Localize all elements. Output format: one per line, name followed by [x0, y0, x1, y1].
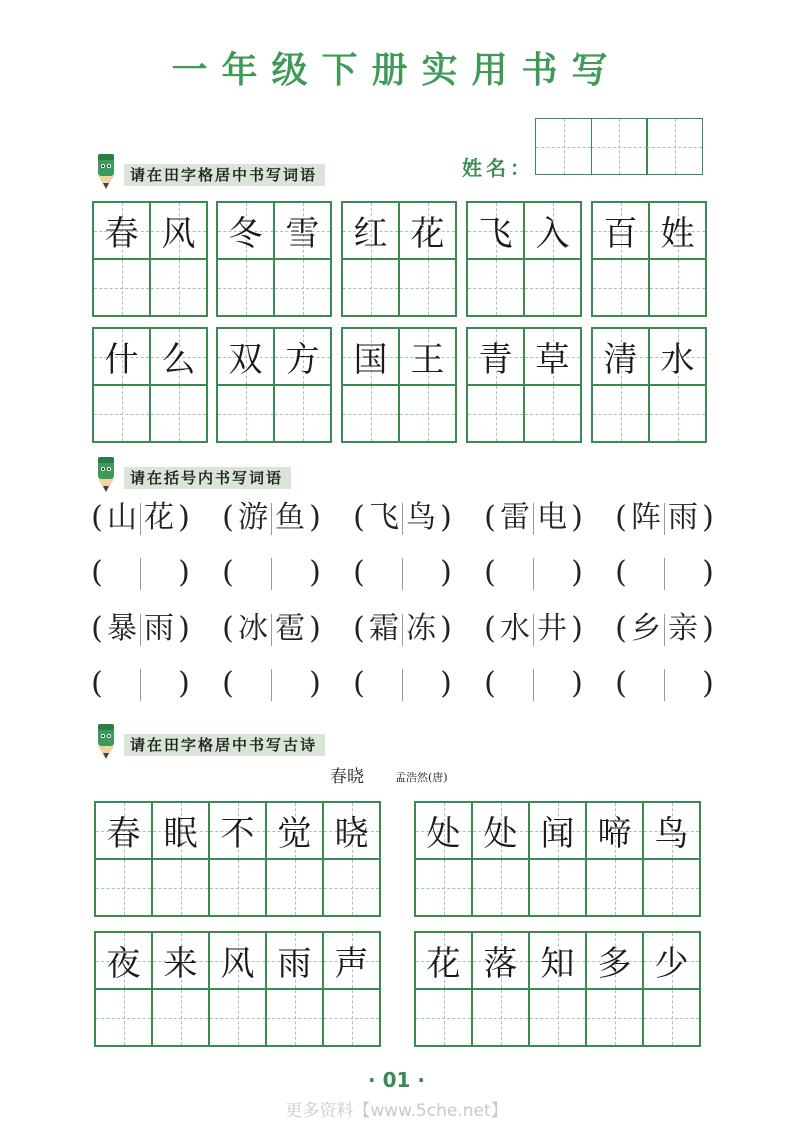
model-character: 百: [603, 214, 638, 254]
open-paren: (: [615, 555, 627, 590]
tianzige-cell-model: [150, 328, 207, 385]
bracket-word: [352, 607, 453, 651]
model-character: 眠: [163, 814, 198, 854]
bracket-word: [614, 496, 715, 540]
model-character: 飞: [478, 214, 513, 254]
pencil-icon: [92, 455, 122, 495]
tianzige-cell-model: [643, 932, 700, 989]
tianzige-cell-model: [415, 802, 472, 859]
model-character: 清: [603, 340, 638, 380]
bracket-word: [90, 607, 191, 651]
name-box[interactable]: [535, 118, 592, 175]
bracket-char: 井: [537, 611, 567, 646]
tianzige-cell-practice[interactable]: [399, 259, 456, 316]
tianzige-cell-practice[interactable]: [152, 989, 209, 1046]
tianzige-cell-model: [592, 202, 649, 259]
tianzige-cell-model: [524, 328, 581, 385]
close-paren: ): [309, 611, 321, 646]
tianzige-cell-practice[interactable]: [472, 989, 529, 1046]
bracket-char: 电: [537, 500, 567, 535]
tianzige-cell-model: [323, 802, 380, 859]
bracket-char: 雨: [668, 500, 698, 535]
tianzige-cell-model: [152, 932, 209, 989]
close-paren: ): [571, 666, 583, 701]
tianzige-group: [414, 931, 701, 1047]
bracket-char: 花: [144, 500, 174, 535]
model-character: 少: [654, 944, 689, 984]
model-character: 多: [597, 944, 632, 984]
model-character: 知: [540, 944, 575, 984]
tianzige-cell-practice[interactable]: [266, 859, 323, 916]
bracket-char: 鸟: [406, 500, 436, 535]
tianzige-cell-practice[interactable]: [467, 259, 524, 316]
bracket-word: [483, 607, 584, 651]
tianzige-cell-practice[interactable]: [342, 259, 399, 316]
tianzige-cell-model: [266, 932, 323, 989]
model-character: 夜: [106, 944, 141, 984]
bracket-blank[interactable]: [483, 551, 584, 595]
bracket-blank[interactable]: [614, 551, 715, 595]
bracket-char: 冻: [406, 611, 436, 646]
tianzige-cell-model: [152, 802, 209, 859]
tianzige-group: [92, 327, 208, 443]
open-paren: (: [484, 500, 496, 535]
bracket-char: 游: [238, 500, 268, 535]
model-character: 雪: [285, 214, 320, 254]
open-paren: (: [615, 666, 627, 701]
bracket-blank[interactable]: [352, 551, 453, 595]
model-character: 雨: [277, 944, 312, 984]
name-box[interactable]: [591, 118, 648, 175]
open-paren: (: [484, 611, 496, 646]
bracket-word: [90, 496, 191, 540]
bracket-word: [352, 496, 453, 540]
close-paren: ): [571, 500, 583, 535]
bracket-word: [221, 607, 322, 651]
tianzige-cell-model: [472, 932, 529, 989]
tianzige-cell-practice[interactable]: [643, 989, 700, 1046]
divider: [402, 558, 403, 590]
open-paren: (: [222, 666, 234, 701]
pencil-icon: [92, 722, 122, 762]
bracket-char: 山: [107, 500, 137, 535]
tianzige-cell-model: [95, 932, 152, 989]
tianzige-cell-practice[interactable]: [93, 259, 150, 316]
divider: [271, 558, 272, 590]
close-paren: ): [571, 611, 583, 646]
bracket-word: [614, 607, 715, 651]
tianzige-cell-model: [399, 328, 456, 385]
bracket-char: 阵: [631, 500, 661, 535]
divider: [664, 669, 665, 701]
tianzige-cell-practice[interactable]: [649, 385, 706, 442]
bracket-char: 鱼: [275, 500, 305, 535]
model-character: 么: [161, 340, 196, 380]
tianzige-cell-practice[interactable]: [592, 259, 649, 316]
divider: [402, 669, 403, 701]
tianzige-cell-practice[interactable]: [524, 259, 581, 316]
bracket-char: 暴: [107, 611, 137, 646]
bracket-blank[interactable]: [614, 662, 715, 706]
tianzige-cell-model: [524, 202, 581, 259]
tianzige-cell-model: [472, 802, 529, 859]
open-paren: (: [222, 611, 234, 646]
bracket-char: 雨: [144, 611, 174, 646]
tianzige-group: [341, 201, 457, 317]
bracket-char: 雷: [500, 500, 530, 535]
close-paren: ): [178, 500, 190, 535]
tianzige-cell-practice[interactable]: [529, 989, 586, 1046]
tianzige-cell-practice[interactable]: [274, 259, 331, 316]
tianzige-cell-practice[interactable]: [323, 989, 380, 1046]
bracket-char: 飞: [369, 500, 399, 535]
open-paren: (: [484, 666, 496, 701]
open-paren: (: [222, 500, 234, 535]
model-character: 落: [483, 944, 518, 984]
tianzige-cell-model: [323, 932, 380, 989]
tianzige-cell-practice[interactable]: [274, 385, 331, 442]
tianzige-cell-model: [592, 328, 649, 385]
divider: [140, 669, 141, 701]
model-character: 来: [163, 944, 198, 984]
tianzige-cell-model: [649, 202, 706, 259]
close-paren: ): [309, 500, 321, 535]
bracket-blank[interactable]: [221, 662, 322, 706]
tianzige-cell-practice[interactable]: [209, 859, 266, 916]
tianzige-group: [591, 327, 707, 443]
close-paren: ): [702, 611, 714, 646]
model-character: 觉: [277, 814, 312, 854]
tianzige-cell-practice[interactable]: [152, 859, 209, 916]
tianzige-cell-practice[interactable]: [415, 859, 472, 916]
divider: [533, 669, 534, 701]
tianzige-cell-model: [209, 932, 266, 989]
model-character: 草: [535, 340, 570, 380]
divider: [533, 558, 534, 590]
open-paren: (: [353, 611, 365, 646]
tianzige-cell-model: [415, 932, 472, 989]
tianzige-cell-practice[interactable]: [467, 385, 524, 442]
tianzige-cell-model: [274, 328, 331, 385]
model-character: 双: [228, 340, 263, 380]
tianzige-cell-model: [150, 202, 207, 259]
model-character: 什: [104, 340, 139, 380]
bracket-char: 乡: [631, 611, 661, 646]
close-paren: ): [440, 555, 452, 590]
tianzige-cell-practice[interactable]: [524, 385, 581, 442]
tianzige-cell-model: [529, 932, 586, 989]
model-character: 风: [161, 214, 196, 254]
tianzige-cell-practice[interactable]: [266, 989, 323, 1046]
model-character: 鸟: [654, 814, 689, 854]
open-paren: (: [615, 611, 627, 646]
bracket-blank[interactable]: [352, 662, 453, 706]
tianzige-group: [216, 201, 332, 317]
name-box[interactable]: [646, 118, 703, 175]
divider: [664, 558, 665, 590]
model-character: 闻: [540, 814, 575, 854]
bracket-word: [221, 496, 322, 540]
tianzige-cell-practice[interactable]: [150, 385, 207, 442]
bracket-blank[interactable]: [90, 662, 191, 706]
tianzige-group: [466, 327, 582, 443]
open-paren: (: [353, 500, 365, 535]
model-character: 姓: [660, 214, 695, 254]
bracket-blank[interactable]: [221, 551, 322, 595]
tianzige-cell-practice[interactable]: [399, 385, 456, 442]
divider: [271, 669, 272, 701]
section-label: 请在田字格居中书写词语: [124, 164, 325, 186]
tianzige-cell-model: [95, 802, 152, 859]
page-title: 一年级下册实用书写: [171, 50, 622, 91]
open-paren: (: [353, 666, 365, 701]
close-paren: ): [440, 666, 452, 701]
tianzige-group: [92, 201, 208, 317]
model-character: 红: [353, 214, 388, 254]
bracket-word: [483, 496, 584, 540]
footer-watermark: 更多资料【www.5che.net】: [285, 1101, 508, 1121]
open-paren: (: [91, 555, 103, 590]
open-paren: (: [484, 555, 496, 590]
model-character: 王: [410, 340, 445, 380]
model-character: 青: [478, 340, 513, 380]
model-character: 花: [426, 944, 461, 984]
open-paren: (: [91, 500, 103, 535]
close-paren: ): [702, 500, 714, 535]
tianzige-cell-practice[interactable]: [217, 385, 274, 442]
tianzige-cell-model: [217, 202, 274, 259]
tianzige-cell-practice[interactable]: [586, 859, 643, 916]
model-character: 方: [285, 340, 320, 380]
tianzige-cell-model: [266, 802, 323, 859]
close-paren: ): [178, 666, 190, 701]
model-character: 处: [483, 814, 518, 854]
model-character: 不: [220, 814, 255, 854]
tianzige-cell-model: [467, 328, 524, 385]
close-paren: ): [440, 611, 452, 646]
tianzige-cell-practice[interactable]: [209, 989, 266, 1046]
poem-author: 孟浩然(唐): [395, 771, 448, 784]
tianzige-cell-model: [209, 802, 266, 859]
page-number: · 01 ·: [368, 1068, 425, 1092]
tianzige-cell-model: [649, 328, 706, 385]
model-character: 春: [106, 814, 141, 854]
model-character: 处: [426, 814, 461, 854]
model-character: 啼: [597, 814, 632, 854]
tianzige-cell-practice[interactable]: [529, 859, 586, 916]
name-label: 姓名：: [462, 156, 534, 180]
tianzige-cell-model: [93, 328, 150, 385]
model-character: 晓: [334, 814, 369, 854]
bracket-char: 雹: [275, 611, 305, 646]
model-character: 声: [334, 944, 369, 984]
tianzige-cell-practice[interactable]: [95, 859, 152, 916]
close-paren: ): [571, 555, 583, 590]
tianzige-cell-model: [93, 202, 150, 259]
tianzige-group: [94, 801, 381, 917]
tianzige-cell-practice[interactable]: [592, 385, 649, 442]
tianzige-cell-model: [643, 802, 700, 859]
tianzige-cell-practice[interactable]: [342, 385, 399, 442]
tianzige-cell-model: [467, 202, 524, 259]
pencil-icon: [92, 152, 122, 192]
tianzige-group: [466, 201, 582, 317]
close-paren: ): [178, 555, 190, 590]
tianzige-cell-practice[interactable]: [472, 859, 529, 916]
tianzige-cell-practice[interactable]: [150, 259, 207, 316]
open-paren: (: [222, 555, 234, 590]
poem-title: 春晓: [330, 767, 364, 787]
bracket-char: 冰: [238, 611, 268, 646]
tianzige-cell-model: [342, 202, 399, 259]
tianzige-cell-model: [217, 328, 274, 385]
tianzige-cell-practice[interactable]: [586, 989, 643, 1046]
model-character: 冬: [228, 214, 263, 254]
close-paren: ): [440, 500, 452, 535]
model-character: 风: [220, 944, 255, 984]
model-character: 花: [410, 214, 445, 254]
tianzige-cell-practice[interactable]: [217, 259, 274, 316]
close-paren: ): [178, 611, 190, 646]
section-label: 请在括号内书写词语: [124, 467, 291, 489]
open-paren: (: [91, 611, 103, 646]
close-paren: ): [309, 555, 321, 590]
tianzige-group: [216, 327, 332, 443]
bracket-char: 霜: [369, 611, 399, 646]
tianzige-cell-model: [274, 202, 331, 259]
tianzige-cell-practice[interactable]: [649, 259, 706, 316]
tianzige-group: [414, 801, 701, 917]
bracket-char: 水: [500, 611, 530, 646]
tianzige-group: [94, 931, 381, 1047]
tianzige-group: [341, 327, 457, 443]
bracket-blank[interactable]: [90, 551, 191, 595]
tianzige-group: [591, 201, 707, 317]
section-label: 请在田字格居中书写古诗: [124, 734, 325, 756]
model-character: 水: [660, 340, 695, 380]
close-paren: ): [309, 666, 321, 701]
close-paren: ): [702, 666, 714, 701]
model-character: 国: [353, 340, 388, 380]
model-character: 春: [104, 214, 139, 254]
tianzige-cell-practice[interactable]: [415, 989, 472, 1046]
tianzige-cell-model: [586, 802, 643, 859]
tianzige-cell-model: [399, 202, 456, 259]
tianzige-cell-practice[interactable]: [95, 989, 152, 1046]
close-paren: ): [702, 555, 714, 590]
tianzige-cell-practice[interactable]: [93, 385, 150, 442]
model-character: 入: [535, 214, 570, 254]
tianzige-cell-model: [529, 802, 586, 859]
tianzige-cell-practice[interactable]: [323, 859, 380, 916]
open-paren: (: [353, 555, 365, 590]
open-paren: (: [615, 500, 627, 535]
name-input-boxes[interactable]: [535, 118, 706, 175]
tianzige-cell-practice[interactable]: [643, 859, 700, 916]
open-paren: (: [91, 666, 103, 701]
tianzige-cell-model: [586, 932, 643, 989]
tianzige-cell-model: [342, 328, 399, 385]
bracket-blank[interactable]: [483, 662, 584, 706]
bracket-char: 亲: [668, 611, 698, 646]
divider: [140, 558, 141, 590]
